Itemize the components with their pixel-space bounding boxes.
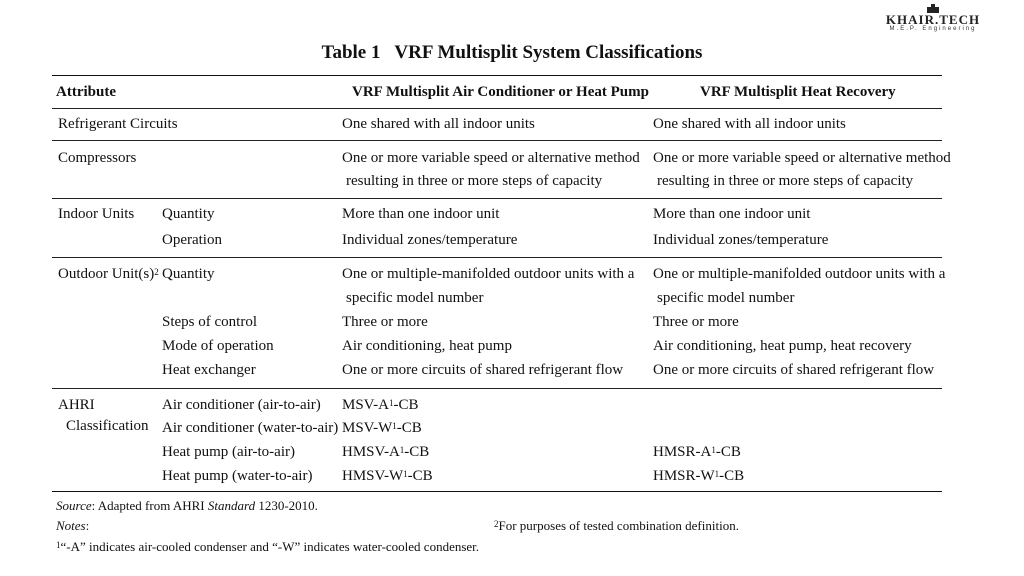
outdoor-mode-c2: Air conditioning, heat pump, heat recovery xyxy=(653,338,912,354)
outdoor-steps-label: Steps of control xyxy=(162,314,257,330)
ahri-r2-c1 xyxy=(342,416,422,440)
row-label-compressors: Compressors xyxy=(58,150,137,166)
compressors-c2-line1: One or more variable speed or alternative method xyxy=(653,150,951,166)
header-attribute: Attribute xyxy=(56,84,116,100)
outdoor-label-text: Outdoor Unit(s) xyxy=(58,266,155,282)
ahri-r1-c1 xyxy=(342,393,418,417)
row-divider-compressors xyxy=(52,198,942,199)
row-divider-outdoor xyxy=(52,388,942,389)
outdoor-quantity-c2-line2: specific model number xyxy=(657,290,795,306)
ahri-r2-label: Air conditioner (water-to-air) xyxy=(162,420,339,436)
footer-note1 xyxy=(56,535,479,559)
outdoor-label-sup: 2 xyxy=(154,267,159,277)
source-std: Standard xyxy=(207,498,256,513)
table-top-rule xyxy=(52,75,942,76)
note1-text: “-A” indicates air-cooled condenser and “-W” indicates water-cooled condenser. xyxy=(60,539,480,554)
footer-source xyxy=(56,494,318,518)
outdoor-quantity-c1-line1: One or multiple-manifolded outdoor units with a xyxy=(342,266,635,282)
ahri-r4-c1-suffix: -CB xyxy=(407,468,433,484)
brand-logo xyxy=(866,4,1000,36)
ahri-r4-c2-suffix: -CB xyxy=(719,468,745,484)
row-divider-indoor xyxy=(52,257,942,258)
source-post: 1230-2010. xyxy=(255,498,318,513)
indoor-operation-c1: Individual zones/temperature xyxy=(342,232,518,248)
ahri-r3-c2-code: HMSR-A xyxy=(653,444,712,460)
ahri-r4-c2 xyxy=(653,464,744,488)
note1-sup: 1 xyxy=(56,540,61,550)
table-title: Table 1 VRF Multisplit System Classifications xyxy=(321,42,703,63)
ahri-r1-c1-sup: 1 xyxy=(388,398,394,408)
ahri-r3-c2-sup: 1 xyxy=(711,445,716,455)
indoor-operation-c2: Individual zones/temperature xyxy=(653,232,829,248)
notes-colon: : xyxy=(85,518,90,533)
header-col2: VRF Multisplit Heat Recovery xyxy=(700,84,896,100)
outdoor-mode-label: Mode of operation xyxy=(162,338,274,354)
ahri-r1-label: Air conditioner (air-to-air) xyxy=(162,397,321,413)
note2-sup: 2 xyxy=(494,519,499,529)
ahri-r4-c2-code: HMSR-W xyxy=(653,468,715,484)
ahri-r3-c1 xyxy=(342,440,429,464)
ahri-r4-label: Heat pump (water-to-air) xyxy=(162,468,313,484)
ahri-r2-c1-code: MSV-W xyxy=(342,420,393,436)
outdoor-hx-c2: One or more circuits of shared refrigerant flow xyxy=(653,362,935,378)
ahri-r3-c2 xyxy=(653,440,741,464)
row-label-outdoor xyxy=(58,262,159,286)
outdoor-hx-label: Heat exchanger xyxy=(162,362,256,378)
ahri-r3-c2-suffix: -CB xyxy=(715,444,741,460)
row-label-indoor: Indoor Units xyxy=(58,206,135,222)
ahri-r4-c2-sup: 1 xyxy=(714,469,720,479)
ahri-r1-c1-suffix: -CB xyxy=(393,397,419,413)
row-label-ahri-line2: Classification xyxy=(66,418,149,434)
ahri-r3-label: Heat pump (air-to-air) xyxy=(162,444,295,460)
compressors-c1-line1: One or more variable speed or alternative method xyxy=(342,150,640,166)
outdoor-steps-c1: Three or more xyxy=(342,314,428,330)
logo-tagline: M.E.P. Engineering xyxy=(889,26,977,32)
header-col1: VRF Multisplit Air Conditioner or Heat Pump xyxy=(352,84,649,100)
header-bottom-rule xyxy=(52,108,942,109)
note2-text: For purposes of tested combination definition. xyxy=(498,518,739,533)
ahri-r3-c1-suffix: -CB xyxy=(404,444,430,460)
indoor-quantity-c2: More than one indoor unit xyxy=(653,206,811,222)
table-bottom-rule xyxy=(52,491,942,492)
source-pre: : Adapted from AHRI xyxy=(91,498,208,513)
ahri-r3-c1-code: HMSV-A xyxy=(342,444,400,460)
indoor-operation-label: Operation xyxy=(162,232,222,248)
ahri-r4-c1-sup: 1 xyxy=(403,469,408,479)
logo-brand-text: KHAIR.TECH xyxy=(885,12,981,27)
ahri-r1-c1-code: MSV-A xyxy=(342,397,389,413)
source-label: Source xyxy=(56,498,92,513)
ahri-r4-c1 xyxy=(342,464,433,488)
ahri-r4-c1-code: HMSV-W xyxy=(342,468,404,484)
refrigerant-c2: One shared with all indoor units xyxy=(653,116,846,132)
ahri-r2-c1-suffix: -CB xyxy=(396,420,422,436)
outdoor-steps-c2: Three or more xyxy=(653,314,739,330)
indoor-quantity-label: Quantity xyxy=(162,206,215,222)
outdoor-quantity-c1-line2: specific model number xyxy=(346,290,484,306)
row-divider-refrigerant xyxy=(52,140,942,141)
indoor-quantity-c1: More than one indoor unit xyxy=(342,206,500,222)
ahri-r3-c1-sup: 1 xyxy=(399,445,405,455)
compressors-c2-line2: resulting in three or more steps of capacity xyxy=(657,173,914,189)
notes-label: Notes xyxy=(56,518,86,533)
row-label-refrigerant: Refrigerant Circuits xyxy=(58,116,178,132)
footer-note2 xyxy=(494,514,739,538)
outdoor-quantity-label: Quantity xyxy=(162,266,215,282)
ahri-r2-c1-sup: 1 xyxy=(392,421,397,431)
row-label-ahri-line1: AHRI xyxy=(58,397,95,413)
compressors-c1-line2: resulting in three or more steps of capacity xyxy=(346,173,603,189)
outdoor-mode-c1: Air conditioning, heat pump xyxy=(342,338,512,354)
refrigerant-c1: One shared with all indoor units xyxy=(342,116,535,132)
outdoor-quantity-c2-line1: One or multiple-manifolded outdoor units with a xyxy=(653,266,946,282)
outdoor-hx-c1: One or more circuits of shared refrigerant flow xyxy=(342,362,624,378)
